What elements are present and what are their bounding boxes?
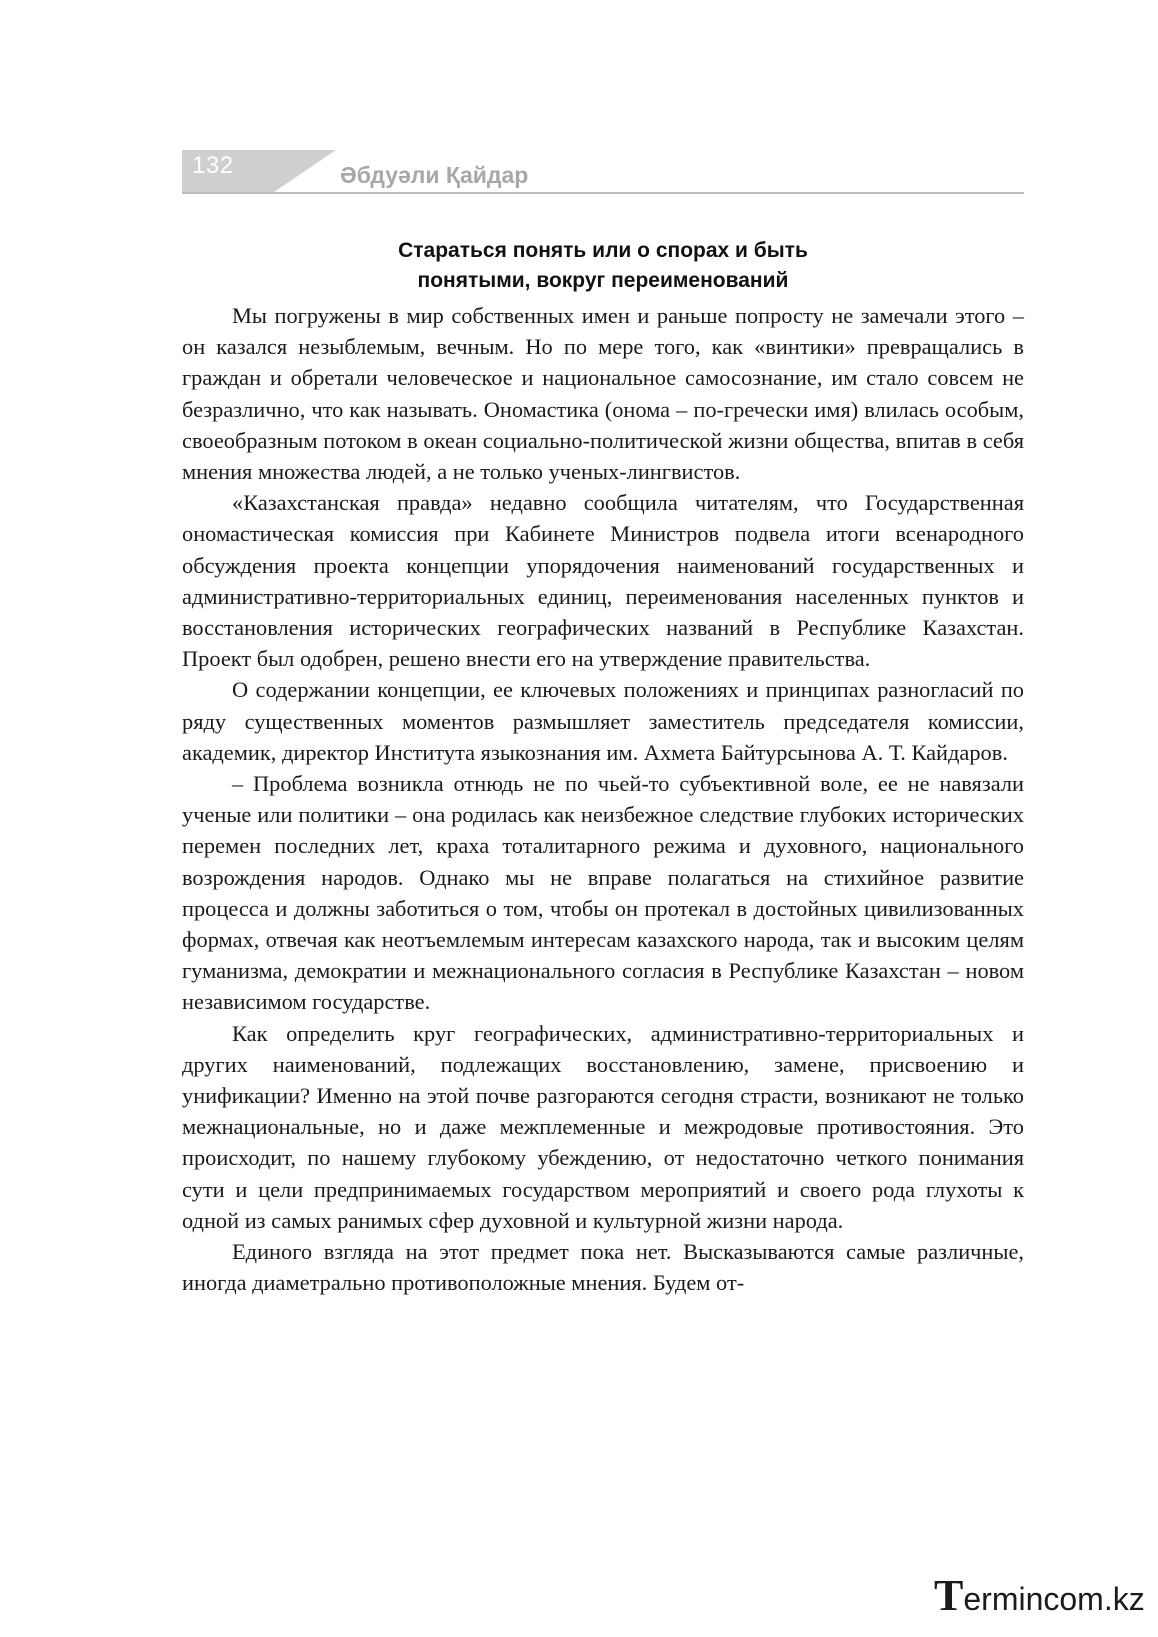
article-title-line-1: Стараться понять или о спорах и быть — [398, 239, 808, 262]
paragraph-4: – Проблема возникла отнюдь не по чьей-то субъективной воле, ее не навязали ученые или политики – она родилась как неизбежное следствие глубоких исторических перемен последних лет, краха тоталитарного режима и духовного, национального возрождения народов. Однако мы не вправе полагаться на стихийное развитие процесса и должны заботиться о том, чтобы он протекал в достойных цивилизованных формах, отвечая как неотъемлемым интересам казахского народа, так и высоким целям гуманизма, демократии и межнационального согласия в Республике Казахстан – новом независимом государстве. — [182, 771, 1024, 1015]
paragraph-6: Единого взгляда на этот предмет пока нет. Высказываются самые различные, иногда диаметрально противоположные мнения. Будем от- — [182, 1239, 1024, 1296]
page-number: 132 — [192, 152, 234, 179]
logo-rest: ermincom.kz — [963, 1581, 1145, 1617]
running-header — [182, 150, 1024, 196]
article-title — [182, 236, 1024, 296]
paragraph-3: О содержании концепции, ее ключевых положениях и принципах разногласий по ряду существенных моментов размышляет заместитель председателя комиссии, академик, директор Института языкознания им. Ахмета Байтурсынова А. Т. Кайдаров. — [182, 677, 1024, 765]
tab-wedge-shape — [274, 150, 336, 192]
article-title-line-2: понятыми, вокруг переименований — [417, 269, 789, 292]
page-number-tab — [182, 150, 274, 192]
header-rule — [182, 192, 1024, 194]
logo-initial: T — [934, 1571, 964, 1620]
termincom-logo — [934, 1571, 1145, 1620]
running-title: Әбдуәли Қайдар — [340, 162, 529, 188]
paragraph-5: Как определить круг географических, административно-территориальных и других наименований, подлежащих восстановлению, замене, присвоению и унификации? Именно на этой почве разгораются сегодня страсти, возникают не только межнациональные, но и даже межплеменные и межродовые противостояния. Это происходит, по нашему глубокому убеждению, от недостаточно четкого понимания сути и цели предпринимаемых государством мероприятий и своего рода глухоты к одной из самых ранимых сфер духовной и культурной жизни народа. — [182, 1020, 1024, 1233]
paragraph-2: «Казахстанская правда» недавно сообщила читателям, что Государственная ономастическая комиссия при Кабинете Министров подвела итоги всенародного обсуждения проекта концепции упорядочения наименований государственных и административно-территориальных единиц, переименования населенных пунктов и восстановления исторических географических названий в Республике Казахстан. Проект был одобрен, решено внести его на утверждение правительства. — [182, 490, 1024, 672]
article — [182, 236, 1024, 1299]
paragraph-1: Мы погружены в мир собственных имен и раньше попросту не замечали этого – он казался незыблемым, вечным. Но по мере того, как «винтики» превращались в граждан и обретали человеческое и национальное самосознание, им стало совсем не безразлично, что как называть. Ономастика (онома – по-гречески имя) влилась особым, своеобразным потоком в океан социально-политической жизни общества, впитав в себя мнения множества людей, а не только ученых-лингвистов. — [182, 303, 1024, 485]
